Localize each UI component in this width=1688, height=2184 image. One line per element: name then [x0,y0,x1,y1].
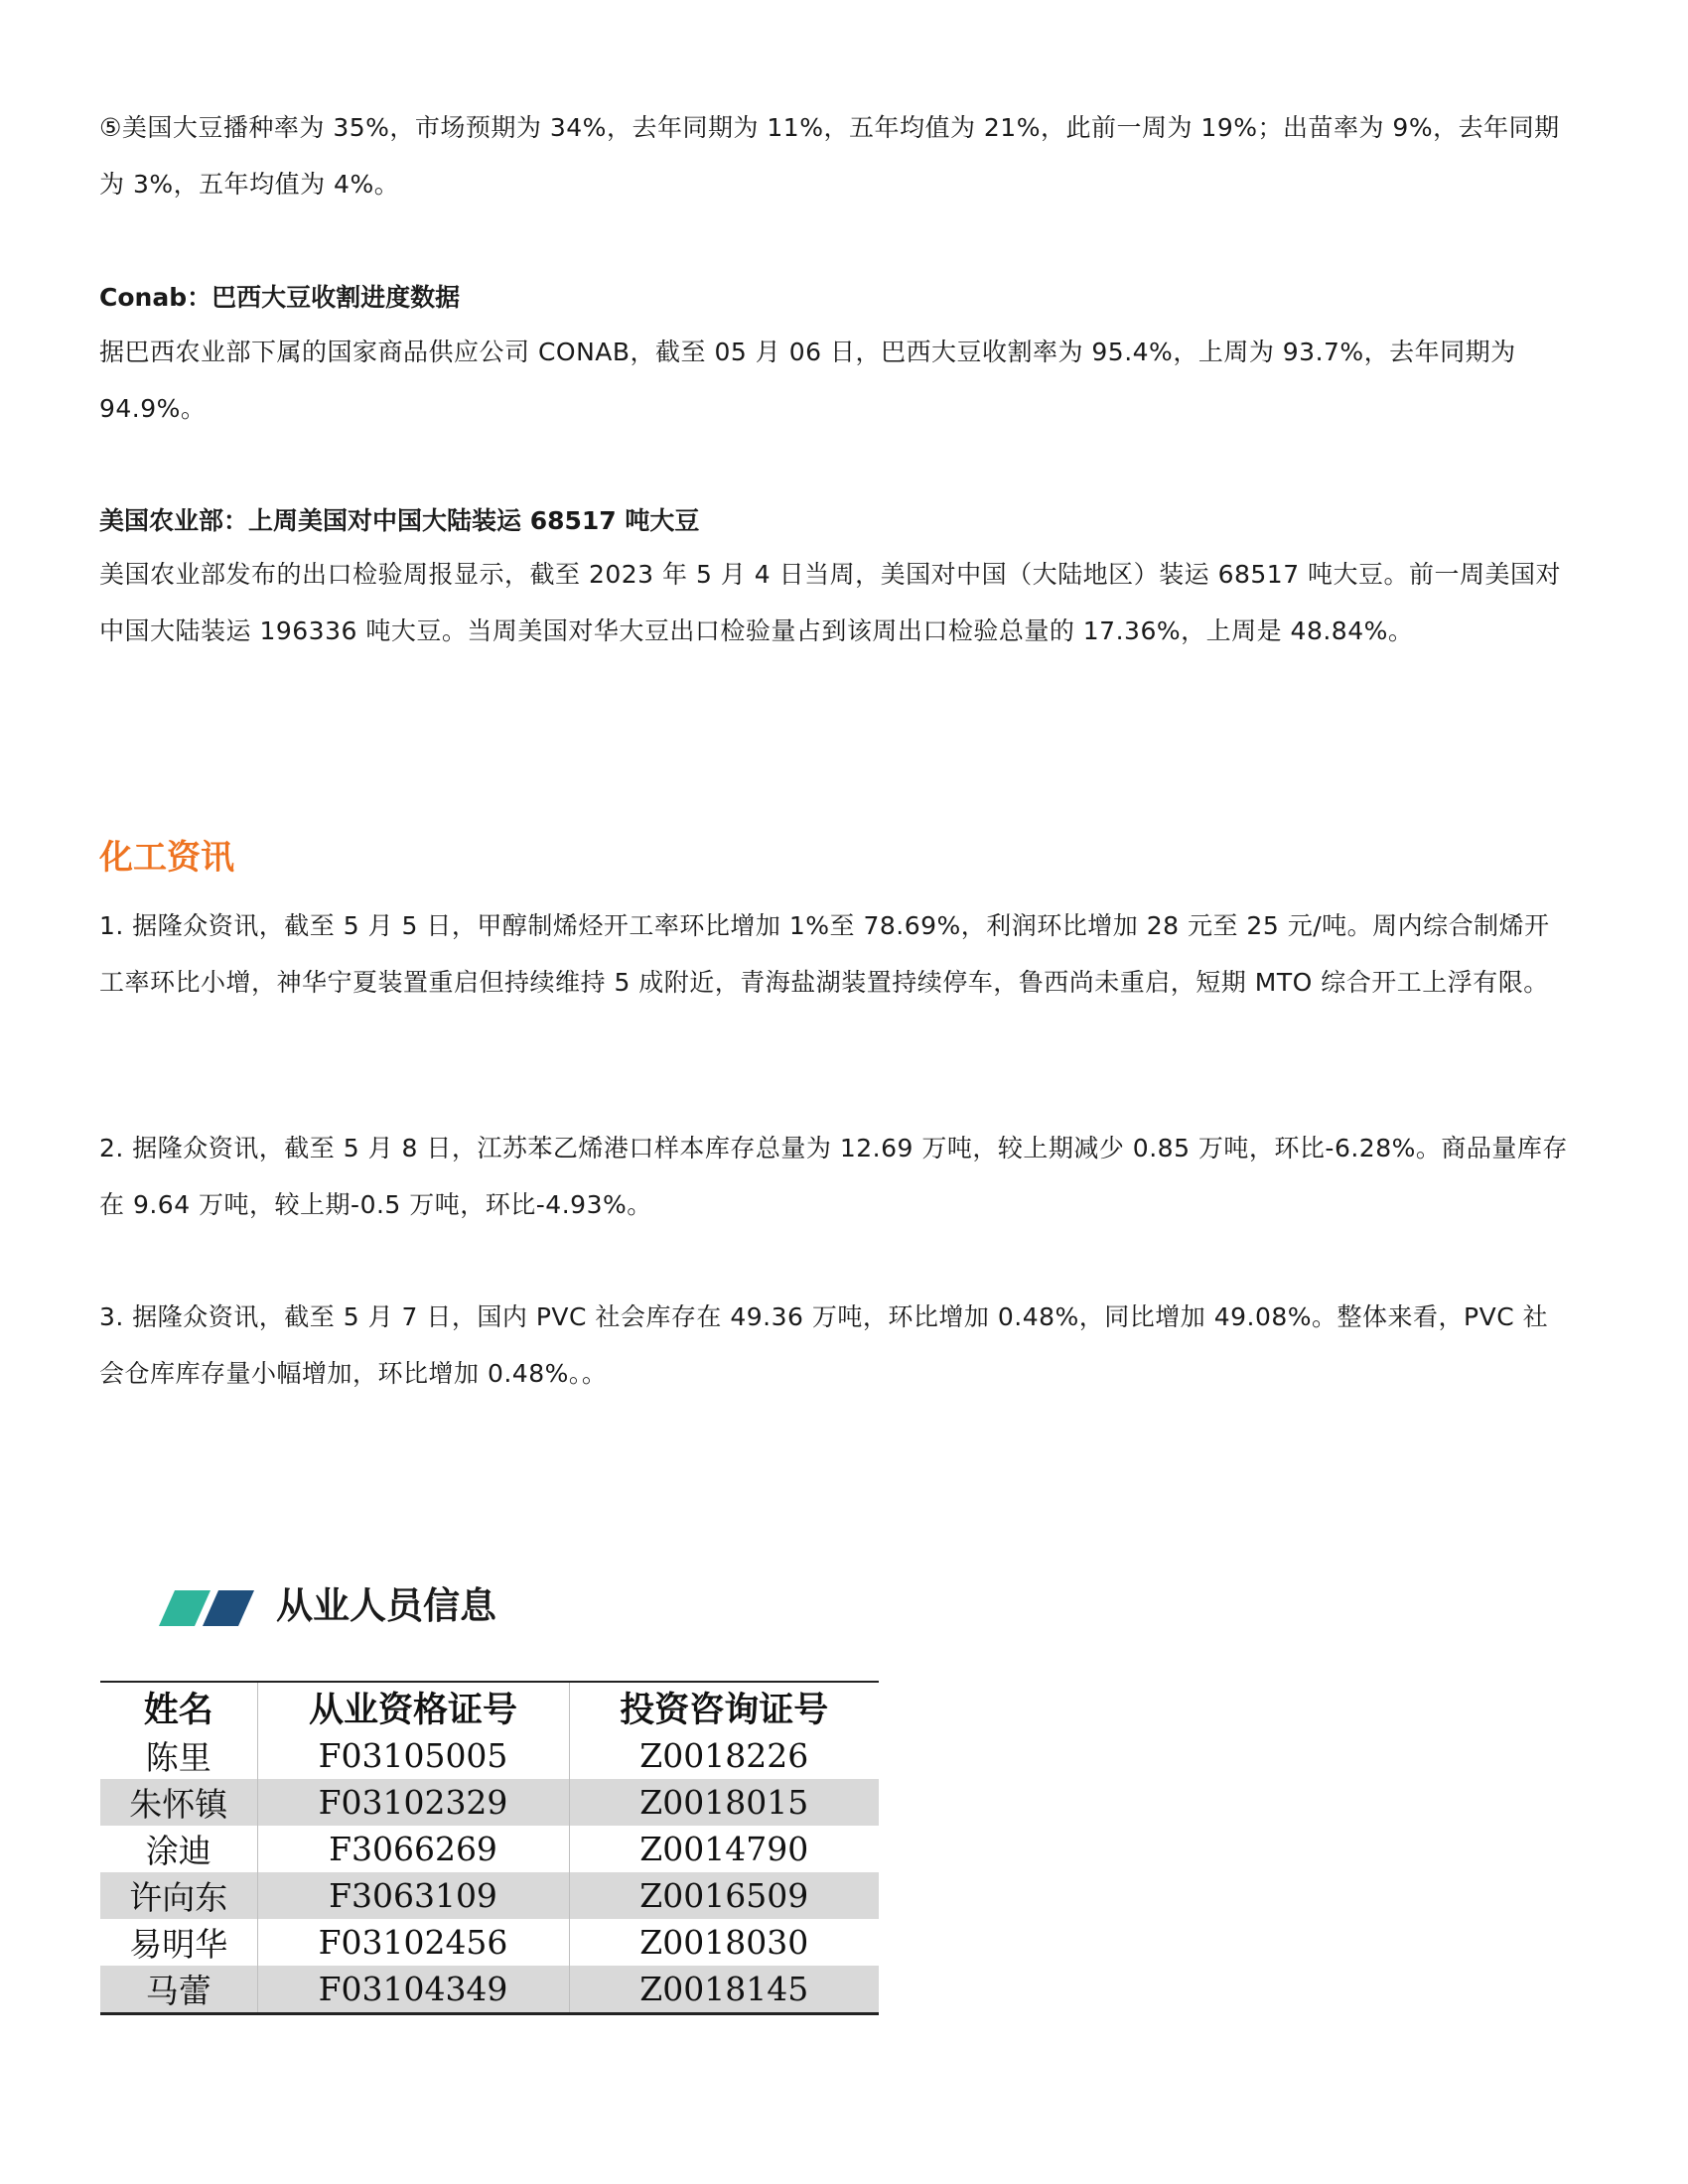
staff-section-title: 从业人员信息 [276,1584,496,1627]
table-row [100,1732,879,1779]
staff-name: 陈里 [100,1732,257,1779]
chem-section-title: 化工资讯 [99,838,234,878]
table-row [100,1779,879,1826]
staff-name: 涂迪 [100,1826,257,1872]
chem-item-2: 2. 据隆众资讯，截至 5 月 8 日，江苏苯乙烯港口样本库存总量为 12.69 万吨，较上期减少 0.85 万吨，环比-6.28%。商品量库存在 9.64 万吨，较上期-0.5 万吨，环比-4.93%。 [99,1134,1568,1219]
qualification-no: F03102329 [257,1779,569,1826]
soy-planting-paragraph: ⑤美国大豆播种率为 35%，市场预期为 34%，去年同期为 11%，五年均值为 21%，此前一周为 19%；出苗率为 9%，去年同期为 3%，五年均值为 4%。 [99,113,1560,199]
chem-item-1: 1. 据隆众资讯，截至 5 月 5 日，甲醇制烯烃开工率环比增加 1%至 78.69%，利润环比增加 28 元至 25 元/吨。周内综合制烯开工率环比小增，神华宁夏装置重启但持续维持 5 成附近，青海盐湖装置持续停车，鲁西尚未重启，短期 MTO 综合开工上浮有限。 [99,911,1550,997]
consulting-no: Z0018226 [639,1736,809,1775]
staff-logo-icon [159,1590,254,1626]
table-row [100,1826,879,1872]
header-qualification-no: 从业资格证号 [257,1682,569,1732]
consulting-no: Z0018030 [639,1923,809,1962]
staff-name: 朱怀镇 [100,1779,257,1826]
staff-name: 易明华 [100,1919,257,1966]
staff-name: 马蕾 [100,1966,257,2014]
qualification-no: F3066269 [257,1826,569,1872]
header-consulting-no: 投资咨询证号 [569,1682,879,1732]
table-row [100,1919,879,1966]
consulting-no: Z0018015 [569,1779,879,1826]
staff-table-header-row [100,1682,879,1732]
qualification-no: F3063109 [257,1872,569,1919]
qualification-no: F03104349 [257,1966,569,2014]
table-row [100,1872,879,1919]
consulting-no: Z0018145 [569,1966,879,2014]
header-name: 姓名 [100,1682,257,1732]
qualification-no: F03105005 [257,1732,569,1779]
staff-table [100,1681,879,2015]
qualification-no: F03102456 [257,1919,569,1966]
conab-paragraph: 据巴西农业部下属的国家商品供应公司 CONAB，截至 05 月 06 日，巴西大豆收割率为 95.4%，上周为 93.7%，去年同期为 94.9%。 [99,338,1516,423]
chem-item-3: 3. 据隆众资讯，截至 5 月 7 日，国内 PVC 社会库存在 49.36 万吨，环比增加 0.48%，同比增加 49.08%。整体来看，PVC 社会仓库库存量小幅增加，环比增加 0.48%。。 [99,1302,1549,1388]
consulting-no: Z0016509 [569,1872,879,1919]
usda-paragraph: 美国农业部发布的出口检验周报显示，截至 2023 年 5 月 4 日当周，美国对中国（大陆地区）装运 68517 吨大豆。前一周美国对中国大陆装运 196336 吨大豆。当周美国对华大豆出口检验量占到该周出口检验总量的 17.36%，上周是 48.84%。 [99,560,1562,645]
table-row [100,1966,879,2014]
conab-heading: Conab：巴西大豆收割进度数据 [99,283,461,312]
consulting-no: Z0014790 [639,1830,809,1868]
usda-heading: 美国农业部：上周美国对中国大陆装运 68517 吨大豆 [99,506,700,535]
staff-name: 许向东 [100,1872,257,1919]
